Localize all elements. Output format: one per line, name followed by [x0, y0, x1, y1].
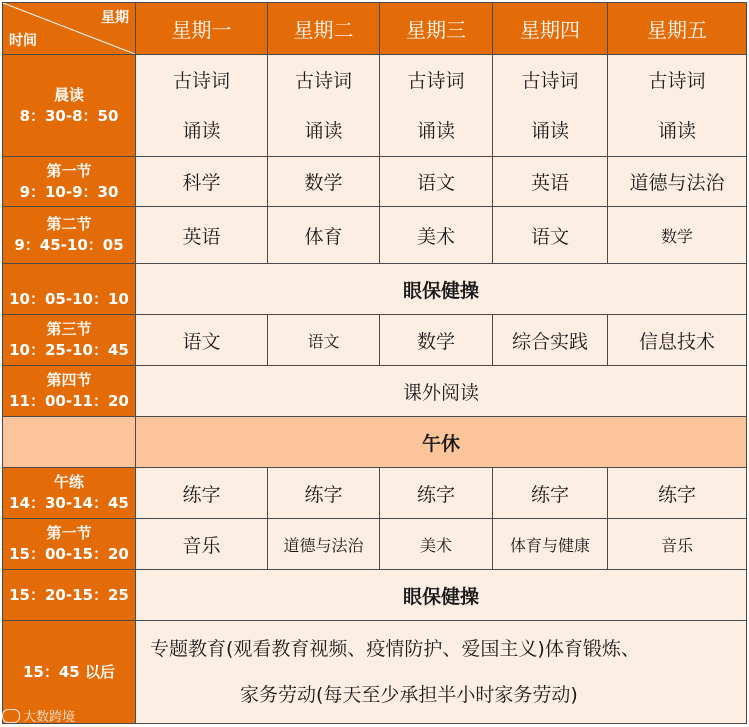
class-cell: 数学: [380, 315, 493, 366]
class-cell: 古诗词 诵读: [136, 55, 268, 157]
class-cell: 练字: [493, 468, 608, 519]
row-eye-exercise-1: [3, 264, 747, 315]
time-range: 15：00-15：20: [9, 545, 129, 563]
corner-label-weekday: 星期: [101, 10, 129, 26]
row-practice: [3, 468, 747, 519]
schedule-table: [2, 2, 747, 724]
row-period-4: [3, 366, 747, 417]
class-cell: 科学: [136, 157, 268, 207]
time-range: 8：30-8：50: [19, 106, 119, 125]
reading-cell: 课外阅读: [136, 366, 747, 417]
time-cell-eye-exercise-1: [3, 264, 136, 315]
time-name: 第二节: [46, 215, 92, 233]
class-cell: 音乐: [608, 519, 747, 570]
header-day-friday: 星期五: [608, 3, 747, 55]
row-period-3: [3, 315, 747, 366]
time-range: 15：45 以后: [23, 662, 115, 681]
header-corner-cell: [3, 3, 136, 55]
row-afternoon-period-1: [3, 519, 747, 570]
class-cell: 古诗词 诵读: [493, 55, 608, 157]
time-name: 晨读: [53, 85, 84, 104]
class-cell: 英语: [493, 157, 608, 207]
time-name: 第三节: [46, 320, 92, 338]
class-cell: 道德与法治: [608, 157, 747, 207]
time-cell-practice: [3, 468, 136, 519]
time-range: 14：30-14：45: [9, 494, 129, 512]
header-day-wednesday: 星期三: [380, 3, 493, 55]
class-cell: 英语: [136, 207, 268, 264]
class-cell: 道德与法治: [268, 519, 380, 570]
header-day-monday: 星期一: [136, 3, 268, 55]
class-cell: 古诗词 诵读: [268, 55, 380, 157]
time-cell-eye-exercise-2: [3, 570, 136, 621]
class-cell: 美术: [380, 207, 493, 264]
header-row: [3, 3, 747, 55]
time-name: 第一节: [46, 161, 92, 180]
class-cell: 体育: [268, 207, 380, 264]
corner-label-time: 时间: [9, 33, 37, 49]
class-cell: 美术: [380, 519, 493, 570]
time-cell-period-3: [3, 315, 136, 366]
class-cell: 语文: [268, 315, 380, 366]
class-cell: 古诗词 诵读: [608, 55, 747, 157]
activities-line-1: 专题教育(观看教育视频、疫情防护、爱国主义)体育锻炼、: [150, 638, 640, 660]
class-cell: 语文: [380, 157, 493, 207]
class-cell: 语文: [136, 315, 268, 366]
row-after-school: [3, 621, 747, 724]
time-cell-period-4: [3, 366, 136, 417]
time-cell-period-1: [3, 157, 136, 207]
row-period-2: [3, 207, 747, 264]
watermark: [2, 706, 75, 725]
row-eye-exercise-2: [3, 570, 747, 621]
eye-exercise-cell: 眼保健操: [136, 264, 747, 315]
after-school-activities-cell: [136, 621, 747, 724]
time-cell-noon-break: [3, 417, 136, 468]
row-noon-break: [3, 417, 747, 468]
time-range: 9：45-10：05: [14, 236, 124, 254]
time-cell-morning-reading: [3, 55, 136, 157]
time-range: 15：20-15：25: [9, 585, 129, 604]
time-range: 9：10-9：30: [19, 182, 119, 201]
noon-break-cell: 午休: [136, 417, 747, 468]
time-range: 10：25-10：45: [9, 341, 129, 359]
header-day-thursday: 星期四: [493, 3, 608, 55]
class-cell: 综合实践: [493, 315, 608, 366]
watermark-text: 大数跨境: [23, 710, 76, 725]
class-cell: 信息技术: [608, 315, 747, 366]
time-range: 10：05-10：10: [9, 290, 129, 308]
class-cell: 数学: [608, 207, 747, 264]
watermark-logo-icon: [2, 709, 20, 723]
time-name: 午练: [53, 473, 84, 491]
class-cell: 语文: [493, 207, 608, 264]
class-cell: 体育与健康: [493, 519, 608, 570]
time-name: 第四节: [46, 371, 92, 389]
row-period-1: [3, 157, 747, 207]
class-cell: 古诗词 诵读: [380, 55, 493, 157]
class-cell: 数学: [268, 157, 380, 207]
class-cell: 练字: [380, 468, 493, 519]
time-cell-afternoon-period-1: [3, 519, 136, 570]
header-day-tuesday: 星期二: [268, 3, 380, 55]
class-cell: 练字: [268, 468, 380, 519]
eye-exercise-cell: 眼保健操: [136, 570, 747, 621]
time-range: 11：00-11：20: [9, 392, 129, 410]
class-cell: 音乐: [136, 519, 268, 570]
time-cell-period-2: [3, 207, 136, 264]
class-cell: 练字: [608, 468, 747, 519]
activities-line-2: 家务劳动(每天至少承担半小时家务劳动): [240, 684, 578, 706]
row-morning-reading: [3, 55, 747, 157]
time-name: 第一节: [46, 524, 92, 542]
class-cell: 练字: [136, 468, 268, 519]
